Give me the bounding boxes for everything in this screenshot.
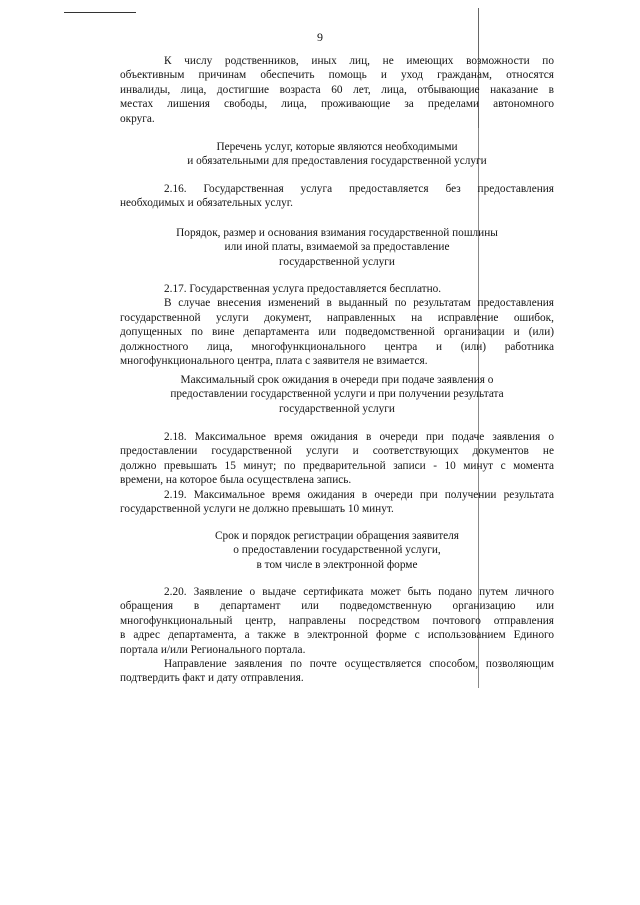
heading-line: в том числе в электронной форме (256, 558, 418, 571)
heading-line: о предоставлении государственной услуги, (233, 544, 441, 557)
paragraph-2-17 (120, 282, 554, 368)
text-line: округа. (120, 112, 155, 125)
text-line: многофункционального центра, плата с заявителя не взимается. (120, 355, 428, 368)
heading-line: предоставлении государственной услуги и при получении результата (170, 388, 504, 401)
heading-line: Срок и порядок регистрации обращения заявителя (214, 530, 460, 542)
section-heading-registration (120, 529, 554, 572)
header-rule (64, 12, 136, 13)
text-line: многофункциональный центр, направлены посредством почтового отправления (120, 614, 554, 627)
heading-line: государственной услуги (279, 402, 395, 415)
section-heading-required-services (120, 140, 554, 169)
paragraph-2-18-2-19 (120, 430, 554, 516)
heading-line: Перечень услуг, которые являются необходимыми (216, 141, 458, 153)
paragraph-2-20 (120, 585, 554, 686)
text-line: государственной услуги документ, направленных на исправление ошибок, (120, 311, 554, 324)
text-line: В случае внесения изменений в выданный по результатам предоставления (164, 297, 554, 310)
text-line: 2.19. Максимальное время ожидания в очереди при получении результата (164, 488, 554, 501)
text-line: обращения в департамент или подведомственную организацию или (120, 600, 554, 613)
text-line: необходимых и обязательных услуг. (120, 197, 293, 210)
paragraph-relatives (120, 54, 554, 126)
text-line: допущенных по вине департамента или подведомственной организации и (или) (120, 326, 554, 339)
text-line: должно превышать 15 минут; по предварительной записи - 10 минут с момента (120, 459, 554, 472)
text-line: 2.17. Государственная услуга предоставляется бесплатно. (164, 283, 442, 295)
text-line: времени, на которое была осуществлена запись. (120, 474, 352, 487)
heading-line: или иной платы, взимаемой за предоставление (224, 241, 450, 254)
text-line: портала и/или Регионального портала. (120, 643, 306, 656)
text-line: 2.18. Максимальное время ожидания в очереди при подаче заявления о (164, 431, 554, 443)
text-line: Направление заявления по почте осуществляется способом, позволяющим (164, 658, 554, 671)
text-line: объективным причинам обеспечить помощь и уход гражданам, относятся (120, 69, 554, 82)
heading-line: и обязательными для предоставления государственной услуги (187, 155, 487, 168)
heading-line: Максимальный срок ожидания в очереди при подаче заявления о (180, 374, 494, 386)
text-line: 2.16. Государственная услуга предоставляется без предоставления (164, 183, 554, 195)
paragraph-2-16 (120, 182, 554, 211)
text-line: местах лишения свободы, лица, проживающие за пределами автономного (120, 98, 554, 111)
text-line: инвалиды, лица, достигшие возраста 60 лет, лица, отбывающие наказание в (120, 83, 554, 96)
heading-line: государственной услуги (279, 255, 395, 268)
text-line: предоставлении государственной услуги и соответствующих документов не (120, 445, 554, 458)
text-line: подтвердить факт и дату отправления. (120, 672, 304, 685)
heading-line: Порядок, размер и основания взимания государственной пошлины (176, 227, 498, 239)
text-line: должностного лица, многофункционального центра и (или) работника (120, 340, 554, 353)
text-line: 2.20. Заявление о выдаче сертификата может быть подано путем личного (164, 586, 554, 598)
section-heading-wait (120, 373, 554, 416)
page-number: 9 (317, 30, 323, 44)
text-line: К числу родственников, иных лиц, не имеющих возможности по (164, 55, 554, 67)
text-line: государственной услуги не должно превышать 10 минут. (120, 503, 394, 516)
section-heading-fee (120, 226, 554, 269)
text-line: в адрес департамента, а также в электронной форме с использованием Единого (120, 629, 554, 642)
